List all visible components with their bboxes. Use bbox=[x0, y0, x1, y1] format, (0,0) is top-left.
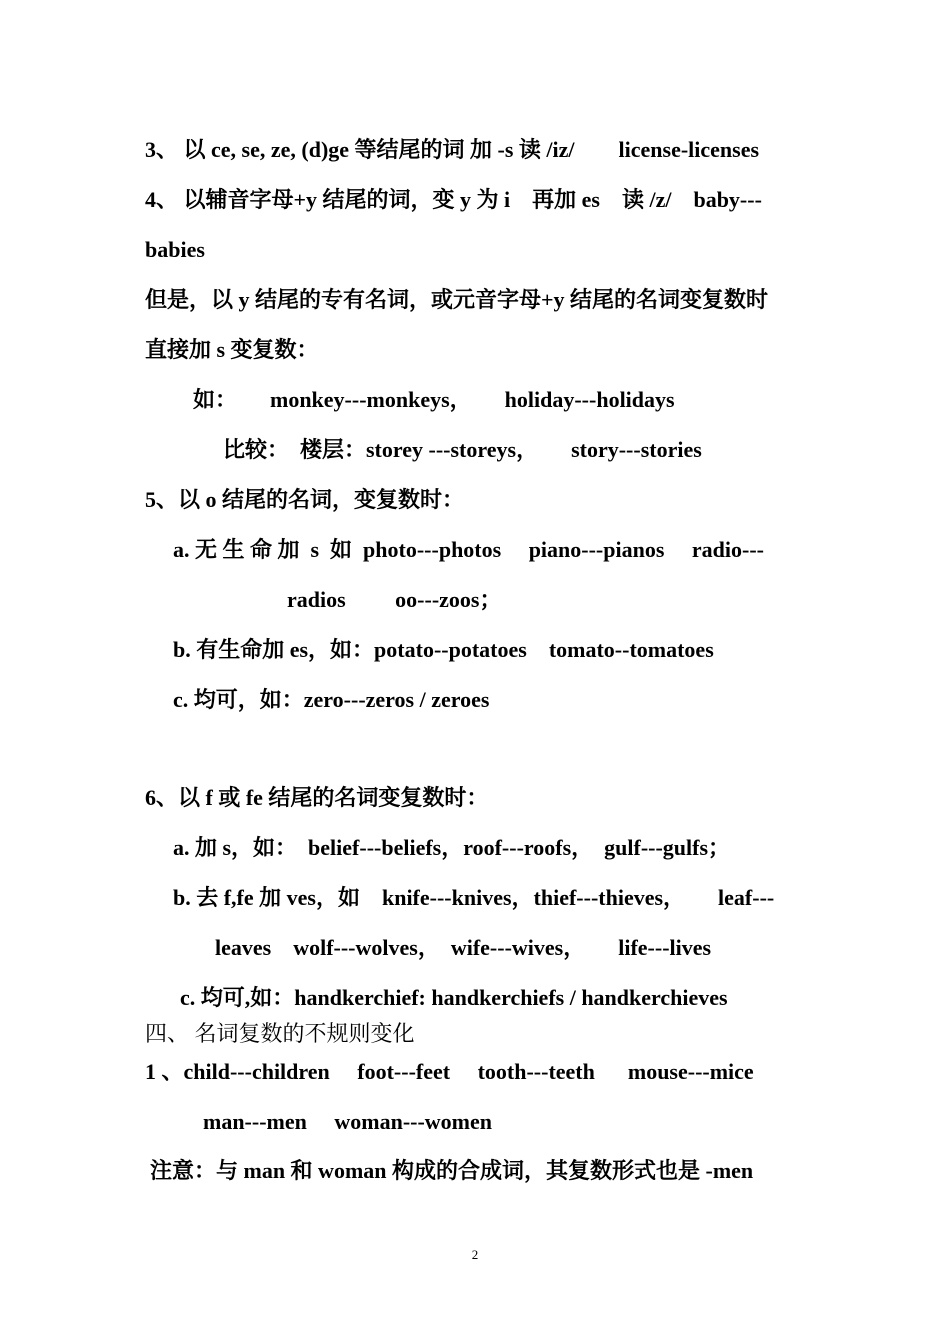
rule-5b-line: b. 有生命加 es，如：potato--potatoes tomato--tomatoes bbox=[173, 637, 714, 662]
rule-4-line: 4、 以辅音字母+y 结尾的词，变 y 为 i 再加 es 读 /z/ baby--- bbox=[145, 187, 762, 212]
rule-5a-line: a. 无 生 命 加 s 如 photo---photos piano---pianos radio--- bbox=[173, 537, 764, 562]
rule-5-heading: 5、以 o 结尾的名词，变复数时： bbox=[145, 487, 465, 512]
rule-6b-continuation: leaves wolf---wolves， wife---wives， life---lives bbox=[215, 935, 712, 960]
page-number: 2 bbox=[471, 1247, 479, 1262]
exception-note-line-1: 但是，以 y 结尾的专有名词，或元音字母+y 结尾的名词变复数时 bbox=[145, 287, 769, 312]
compare-storey-story: 比较： 楼层：storey ---storeys， story---stories bbox=[223, 437, 702, 462]
rule-5a-continuation: radios oo---zoos； bbox=[287, 587, 502, 612]
rule-6b-line: b. 去 f,fe 加 ves，如 knife---knives，thief---thieves， leaf--- bbox=[173, 885, 775, 910]
exception-note-line-2: 直接加 s 变复数： bbox=[145, 337, 319, 362]
rule-6a-line: a. 加 s，如： belief---beliefs，roof---roofs， gulf---gulfs； bbox=[173, 835, 731, 860]
rule-3-line: 3、 以 ce, se, ze, (d)ge 等结尾的词 加 -s 读 /iz/ license-licenses bbox=[145, 137, 760, 162]
note-man-woman: 注意：与 man 和 woman 构成的合成词，其复数形式也是 -men bbox=[150, 1158, 754, 1183]
example-monkey-holiday: 如： monkey---monkeys， holiday---holidays bbox=[193, 387, 675, 412]
rule-4-continuation: babies bbox=[145, 237, 205, 262]
rule-6c-line: c. 均可,如：handkerchief: handkerchiefs / handkerchieves bbox=[180, 985, 728, 1010]
rule-5c-line: c. 均可，如：zero---zeros / zeroes bbox=[173, 687, 490, 712]
irregular-1-continuation: man---men woman---women bbox=[203, 1109, 493, 1134]
irregular-1-line: 1 、child---children foot---feet tooth---teeth mouse---mice bbox=[145, 1059, 754, 1084]
rule-6-heading: 6、以 f 或 fe 结尾的名词变复数时： bbox=[145, 785, 489, 810]
section-4-heading: 四、 名词复数的不规则变化 bbox=[145, 1021, 415, 1046]
